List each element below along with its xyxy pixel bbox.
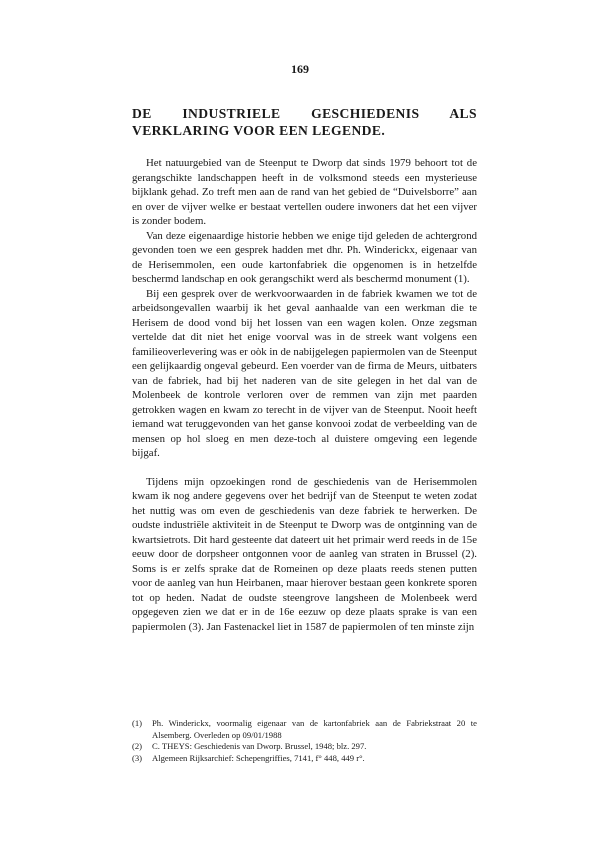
footnote-mark: (2) [132,741,143,751]
page-number: 169 [291,62,309,76]
footnote-text: C. THEYS: Geschiedenis van Dworp. Brussel, 1948; blz. 297. [152,741,367,751]
article-body [132,156,477,634]
footnote [132,753,477,765]
footnote [132,718,477,741]
paragraph: Bij een gesprek over de werkvoorwaarden in de fabriek kwamen we tot de arbeidsongevallen waarbij ik het geval aanhaalde van een werkman die te Herisem de dood vond bij het lossen van een wagen kolen. Onze zegsman vertelde dat dit niet het enige voorval was in de streek want volgens een familieoverlevering was er oòk in de nabijgelegen papiermolen van de Steenput een gelijkaardig ongeval gebeurd. Een voerder van de firma de Meurs, uitbaters van de fabriek, had bij het naderen van de site gelegen in het dal van de Molenbeek de kontrole verloren over de remmen van zijn met paarden getrokken wagen en kwam zo terecht in de vijver van de Steenput. Nooit heeft iemand wat teruggevonden van het ganse konvooi zodat de verbeelding van de mensen op hol sloeg en men deze-toch al duistere omgeving een legende bijgaf. [132,287,477,459]
paragraph: Het natuurgebied van de Steenput te Dworp dat sinds 1979 behoort tot de gerangschikte landschappen heeft in de volksmond steeds een mysterieuse bijklank gehad. Zo treft men aan de rand van het gebied de “Duivelsborre” aan en over de vijver welke er bestaat vertellen oudere inwoners dat het een vijver is zonder bodem. [132,157,477,227]
footnote-text: Ph. Winderickx, voormalig eigenaar van de kartonfabriek aan de Fabriekstraat 20 te Alsemberg. Overleden op 09/01/1988 [152,718,477,740]
footnotes [132,718,477,764]
footnote-mark: (1) [132,718,143,728]
footnote-mark: (3) [132,752,143,763]
footnote [132,741,477,753]
paragraph: Tijdens mijn opzoekingen rond de geschiedenis van de Herisemmolen kwam ik nog andere gegevens over het bedrijf van de Steenput te weten zodat het nuttig was om even de geschiedenis van deze fabriek te herwerken. De oudste industriële aktiviteit in de Steenput te Dworp was de ontginning van de kwartsietrots. Dit hard gesteente dat dateert uit het primair werd reeds in de 15e eeuw door de dorpsheer ontgonnen voor de aanleg van straten in Brussel (2). Soms is er zelfs sprake dat de Romeinen op deze plaats reeds stenen putten voor de aanleg van hun Heirbanen, maar hierover bestaan geen konkrete sporen tot op heden. Nadat de oudste steengrove langsheen de Molenbeek werd opgegeven zien we dat er in de 16e eezuw op deze plaats sprake is van een papiermolen (3). Jan Fastenackel liet in 1587 de papiermolen of ten minste zijn [132,475,477,633]
article-heading: DE INDUSTRIELE GESCHIEDENIS ALS VERKLARING VOOR EEN LEGENDE. [132,106,477,138]
paragraph: Van deze eigenaardige historie hebben we enige tijd geleden de achtergrond gevonden toen we een gesprek hadden met dhr. Ph. Winderickx, eigenaar van de Herisemmolen, een oude kartonfabriek die opgenomen is in hetzelfde beschermd landschap en ook gerangschikt werd als beschermd monument (1). [132,229,477,285]
footnote-text: Algemeen Rijksarchief: Schepengriffies, 7141, f° 448, 449 r°. [152,752,365,763]
